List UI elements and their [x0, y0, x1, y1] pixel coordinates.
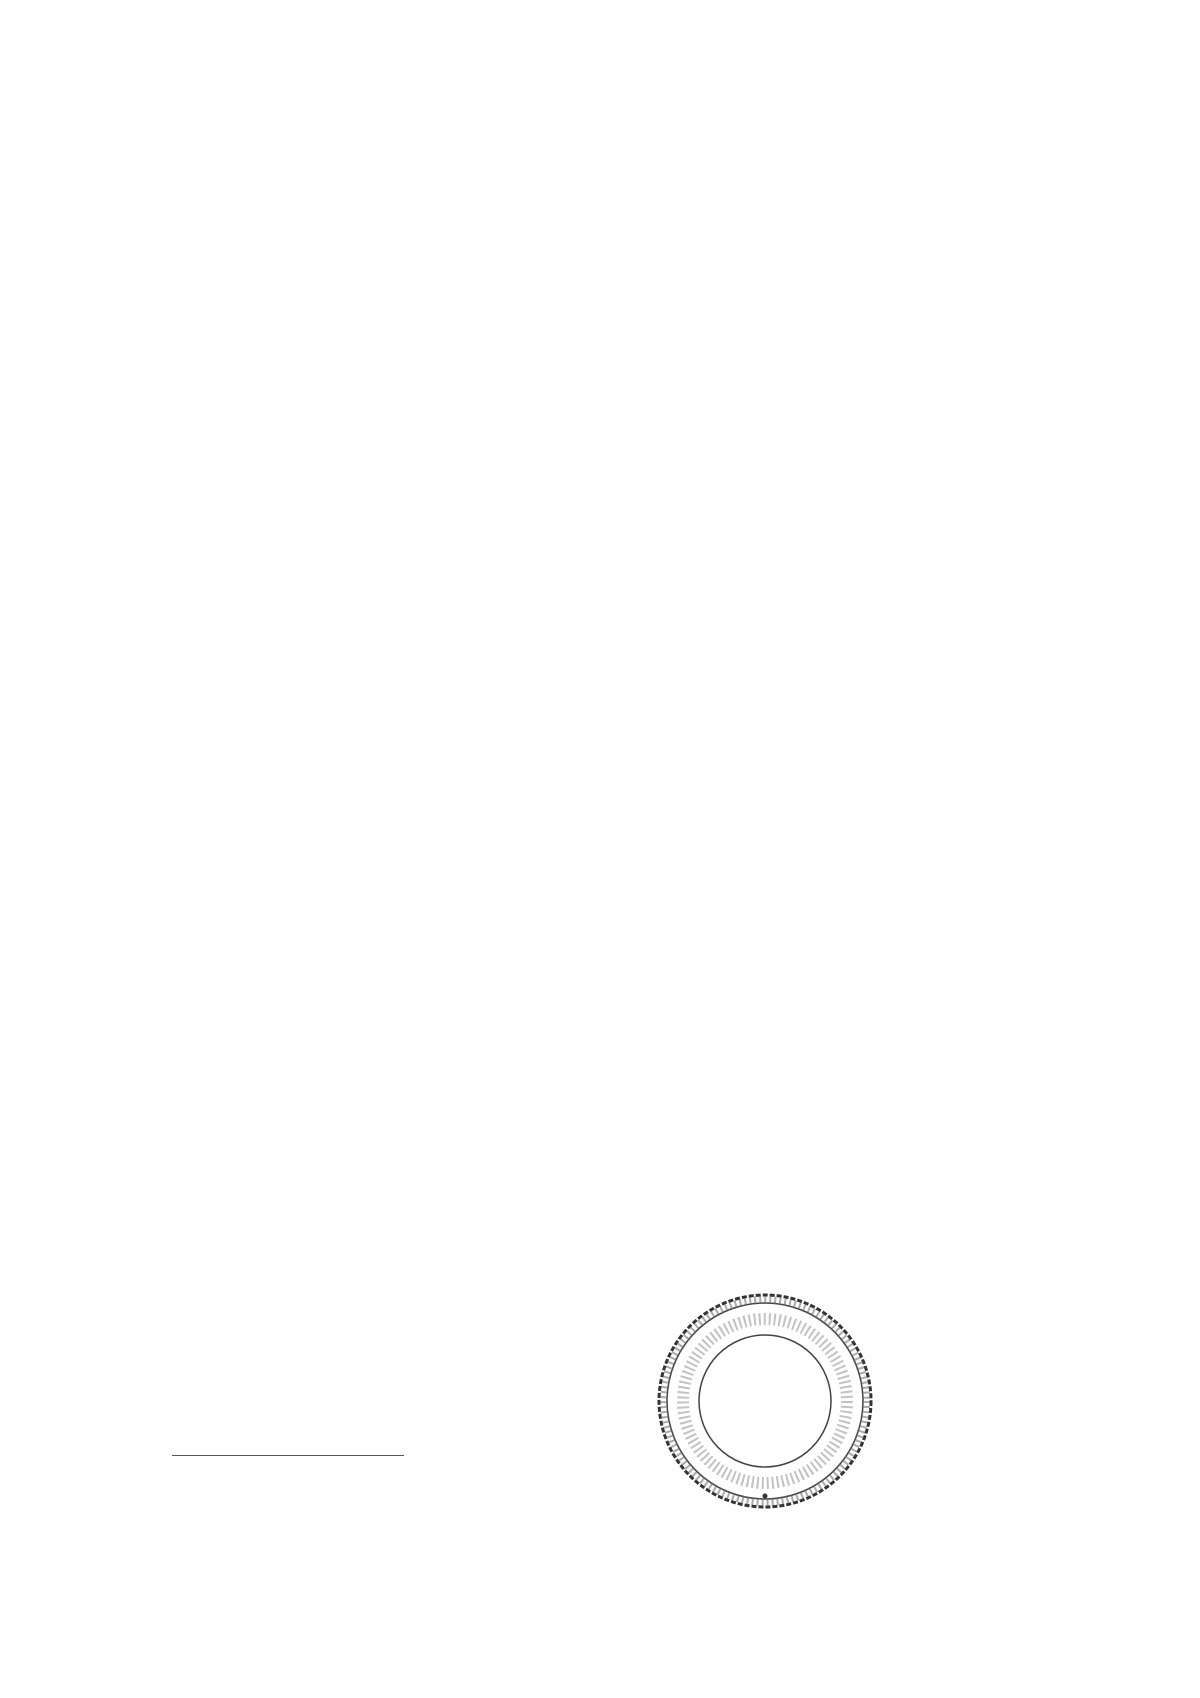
footnote-rule — [172, 1455, 404, 1456]
official-stamp — [654, 1290, 876, 1512]
